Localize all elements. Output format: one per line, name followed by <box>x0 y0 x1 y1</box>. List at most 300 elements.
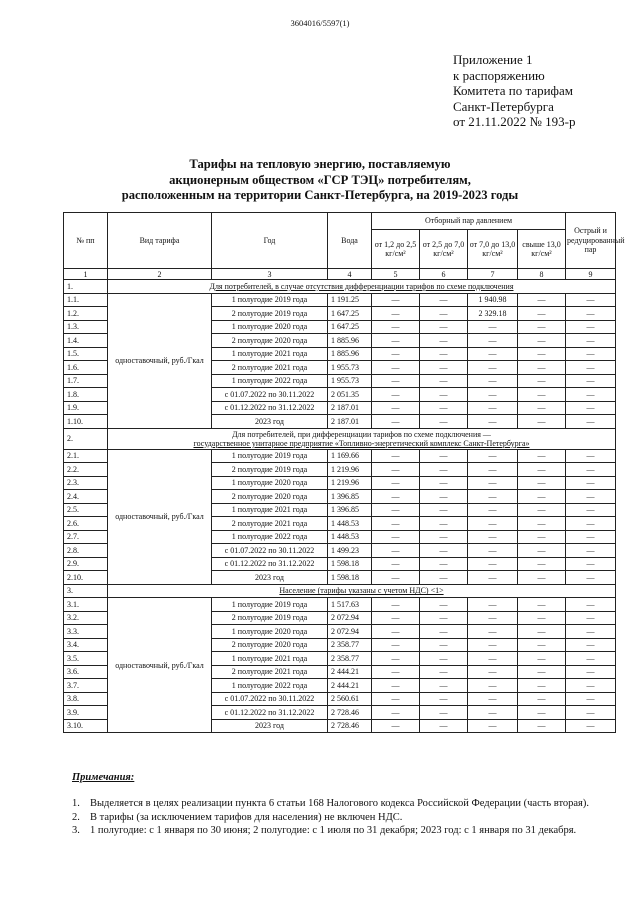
dash-cell: — <box>372 544 420 558</box>
water-value: 1 219.96 <box>328 463 372 477</box>
dash-cell: — <box>420 374 468 388</box>
water-value: 2 444.21 <box>328 665 372 679</box>
period-cell: 1 полугодие 2020 года <box>212 476 328 490</box>
column-number-row <box>64 269 616 280</box>
pressure-3-value: — <box>468 679 518 693</box>
dash-cell: — <box>518 320 566 334</box>
period-cell: 2 полугодие 2021 года <box>212 361 328 375</box>
pressure-3-value: — <box>468 415 518 429</box>
dash-cell: — <box>420 706 468 720</box>
dash-cell: — <box>566 611 616 625</box>
pressure-3-value: — <box>468 719 518 733</box>
pressure-3-value: — <box>468 571 518 585</box>
water-value: 2 560.61 <box>328 692 372 706</box>
dash-cell: — <box>566 463 616 477</box>
row-number: 2.3. <box>64 476 108 490</box>
dash-cell: — <box>518 361 566 375</box>
water-value: 2 444.21 <box>328 679 372 693</box>
pressure-3-value: — <box>468 449 518 463</box>
dash-cell: — <box>566 517 616 531</box>
title-line: Тарифы на тепловую энергию, поставляемую <box>189 157 451 171</box>
dash-cell: — <box>372 415 420 429</box>
period-cell: с 01.12.2022 по 31.12.2022 <box>212 557 328 571</box>
pressure-3-value: — <box>468 517 518 531</box>
dash-cell: — <box>420 679 468 693</box>
dash-cell: — <box>566 665 616 679</box>
row-number: 3.7. <box>64 679 108 693</box>
dash-cell: — <box>566 598 616 612</box>
dash-cell: — <box>566 415 616 429</box>
period-cell: 2 полугодие 2020 года <box>212 334 328 348</box>
dash-cell: — <box>518 401 566 415</box>
dash-cell: — <box>518 307 566 321</box>
water-value: 1 598.18 <box>328 571 372 585</box>
water-value: 1 955.73 <box>328 361 372 375</box>
dash-cell: — <box>372 611 420 625</box>
pressure-3-value: — <box>468 557 518 571</box>
row-number: 2.4. <box>64 490 108 504</box>
title-line: акционерным обществом «ГСР ТЭЦ» потребителям, <box>169 172 471 187</box>
column-number: 8 <box>518 269 566 280</box>
tariff-type-cell: одноставочный, руб./Гкал <box>108 598 212 733</box>
water-value: 1 448.53 <box>328 517 372 531</box>
section-title-line: государственное унитарное предприятие «Топливно-энергетический комплекс Санкт-Петербурга» <box>193 438 530 448</box>
period-cell: с 01.07.2022 по 30.11.2022 <box>212 544 328 558</box>
document-number: 3604016/5597(1) <box>290 18 350 28</box>
period-cell: 2 полугодие 2021 года <box>212 665 328 679</box>
header-pressure-3: от 7,0 до 13,0 кг/см² <box>468 230 518 269</box>
tariff-type-cell: одноставочный, руб./Гкал <box>108 449 212 584</box>
dash-cell: — <box>518 517 566 531</box>
dash-cell: — <box>420 401 468 415</box>
dash-cell: — <box>372 557 420 571</box>
note-text: 1 полугодие: с 1 января по 30 июня; 2 полугодие: с 1 июля по 31 декабря; 2023 год: с 1 января по 31 декабря. <box>90 825 577 836</box>
section-title <box>108 280 616 294</box>
row-number: 3.10. <box>64 719 108 733</box>
water-value: 1 885.96 <box>328 334 372 348</box>
pressure-3-value: — <box>468 706 518 720</box>
dash-cell: — <box>372 706 420 720</box>
dash-cell: — <box>518 638 566 652</box>
section-title <box>108 584 616 598</box>
dash-cell: — <box>518 665 566 679</box>
row-number: 2.8. <box>64 544 108 558</box>
dash-cell: — <box>518 679 566 693</box>
dash-cell: — <box>566 476 616 490</box>
water-value: 1 598.18 <box>328 557 372 571</box>
period-cell: с 01.12.2022 по 31.12.2022 <box>212 706 328 720</box>
tariff-type-cell: одноставочный, руб./Гкал <box>108 293 212 428</box>
notes-block <box>72 772 589 838</box>
note-text: Выделяется в целях реализации пункта 6 статьи 168 Налогового кодекса Российской Федерации (часть вторая). <box>90 798 590 809</box>
dash-cell: — <box>566 652 616 666</box>
dash-cell: — <box>518 449 566 463</box>
row-number: 3.9. <box>64 706 108 720</box>
section-number: 2. <box>64 428 108 449</box>
section-title-line: Для потребителей, при дифференциации тарифов по схеме подключения — <box>232 429 491 439</box>
pressure-3-value: — <box>468 652 518 666</box>
dash-cell: — <box>420 571 468 585</box>
row-number: 1.6. <box>64 361 108 375</box>
column-number: 4 <box>328 269 372 280</box>
section-header-row <box>64 428 616 449</box>
dash-cell: — <box>518 544 566 558</box>
water-value: 2 072.94 <box>328 625 372 639</box>
dash-cell: — <box>372 638 420 652</box>
dash-cell: — <box>566 361 616 375</box>
dash-cell: — <box>566 679 616 693</box>
dash-cell: — <box>518 571 566 585</box>
pressure-3-value: — <box>468 490 518 504</box>
row-number: 2.6. <box>64 517 108 531</box>
period-cell: с 01.07.2022 по 30.11.2022 <box>212 692 328 706</box>
period-cell: 2 полугодие 2020 года <box>212 638 328 652</box>
row-number: 3.2. <box>64 611 108 625</box>
dash-cell: — <box>518 611 566 625</box>
period-cell: 1 полугодие 2019 года <box>212 598 328 612</box>
appendix-line: Санкт-Петербурга <box>453 98 554 114</box>
note-text: В тарифы (за исключением тарифов для населения) не включен НДС. <box>90 811 403 823</box>
section-number: 3. <box>64 584 108 598</box>
dash-cell: — <box>566 320 616 334</box>
dash-cell: — <box>372 293 420 307</box>
water-value: 1 219.96 <box>328 476 372 490</box>
dash-cell: — <box>420 347 468 361</box>
table-row <box>64 598 616 612</box>
column-number: 7 <box>468 269 518 280</box>
dash-cell: — <box>566 388 616 402</box>
water-value: 1 517.63 <box>328 598 372 612</box>
dash-cell: — <box>420 361 468 375</box>
pressure-3-value: — <box>468 401 518 415</box>
dash-cell: — <box>372 530 420 544</box>
water-value: 2 187.01 <box>328 401 372 415</box>
section-title-line: Население (тарифы указаны с учетом НДС) <1> <box>279 586 444 596</box>
dash-cell: — <box>420 625 468 639</box>
column-number: 2 <box>108 269 212 280</box>
row-number: 2.7. <box>64 530 108 544</box>
period-cell: 1 полугодие 2020 года <box>212 625 328 639</box>
note-item <box>72 797 589 811</box>
pressure-3-value: — <box>468 598 518 612</box>
row-number: 2.10. <box>64 571 108 585</box>
dash-cell: — <box>372 361 420 375</box>
dash-cell: — <box>566 401 616 415</box>
period-cell: 1 полугодие 2021 года <box>212 503 328 517</box>
row-number: 1.8. <box>64 388 108 402</box>
dash-cell: — <box>518 652 566 666</box>
dash-cell: — <box>372 571 420 585</box>
water-value: 1 499.23 <box>328 544 372 558</box>
row-number: 2.9. <box>64 557 108 571</box>
row-number: 1.4. <box>64 334 108 348</box>
dash-cell: — <box>566 530 616 544</box>
column-number: 1 <box>64 269 108 280</box>
dash-cell: — <box>518 625 566 639</box>
appendix-block <box>453 52 576 130</box>
dash-cell: — <box>420 517 468 531</box>
period-cell: 2023 год <box>212 415 328 429</box>
header-pressure-4: свыше 13,0 кг/см² <box>518 230 566 269</box>
pressure-3-value: — <box>468 334 518 348</box>
water-value: 1 448.53 <box>328 530 372 544</box>
pressure-3-value: — <box>468 544 518 558</box>
dash-cell: — <box>372 692 420 706</box>
dash-cell: — <box>566 307 616 321</box>
dash-cell: — <box>372 307 420 321</box>
dash-cell: — <box>420 307 468 321</box>
row-number: 3.6. <box>64 665 108 679</box>
dash-cell: — <box>420 463 468 477</box>
dash-cell: — <box>420 476 468 490</box>
pressure-3-value: — <box>468 625 518 639</box>
row-number: 3.3. <box>64 625 108 639</box>
note-number: 2. <box>72 811 80 823</box>
dash-cell: — <box>420 544 468 558</box>
dash-cell: — <box>566 449 616 463</box>
section-title-line: Для потребителей, в случае отсутствия дифференциации тарифов по схеме подключения <box>209 281 514 291</box>
dash-cell: — <box>372 476 420 490</box>
row-number: 1.5. <box>64 347 108 361</box>
pressure-3-value: — <box>468 503 518 517</box>
pressure-3-value: — <box>468 611 518 625</box>
dash-cell: — <box>518 334 566 348</box>
section-title <box>108 428 616 449</box>
dash-cell: — <box>566 571 616 585</box>
water-value: 1 396.85 <box>328 503 372 517</box>
period-cell: с 01.07.2022 по 30.11.2022 <box>212 388 328 402</box>
dash-cell: — <box>420 719 468 733</box>
row-number: 1.9. <box>64 401 108 415</box>
water-value: 2 187.01 <box>328 415 372 429</box>
section-header-row <box>64 584 616 598</box>
dash-cell: — <box>518 347 566 361</box>
pressure-3-value: 2 329.18 <box>468 307 518 321</box>
document-title <box>0 157 640 204</box>
dash-cell: — <box>566 374 616 388</box>
period-cell: 2 полугодие 2021 года <box>212 517 328 531</box>
period-cell: 2023 год <box>212 719 328 733</box>
dash-cell: — <box>566 347 616 361</box>
dash-cell: — <box>372 401 420 415</box>
pressure-3-value: — <box>468 361 518 375</box>
row-number: 3.4. <box>64 638 108 652</box>
row-number: 3.8. <box>64 692 108 706</box>
header-num: № пп <box>64 213 108 269</box>
dash-cell: — <box>518 476 566 490</box>
section-number: 1. <box>64 280 108 294</box>
dash-cell: — <box>420 638 468 652</box>
dash-cell: — <box>420 415 468 429</box>
dash-cell: — <box>518 490 566 504</box>
dash-cell: — <box>566 719 616 733</box>
tariff-table <box>63 212 625 733</box>
water-value: 2 728.46 <box>328 706 372 720</box>
dash-cell: — <box>372 503 420 517</box>
row-number: 1.1. <box>64 293 108 307</box>
pressure-3-value: 1 940.98 <box>468 293 518 307</box>
header-year: Год <box>212 213 328 269</box>
water-value: 1 885.96 <box>328 347 372 361</box>
period-cell: 1 полугодие 2019 года <box>212 293 328 307</box>
water-value: 2 358.77 <box>328 638 372 652</box>
title-line: расположенным на территории Санкт-Петербурга, на 2019-2023 годы <box>121 188 519 202</box>
note-item <box>72 824 589 838</box>
dash-cell: — <box>420 503 468 517</box>
period-cell: 1 полугодие 2021 года <box>212 652 328 666</box>
dash-cell: — <box>420 665 468 679</box>
pressure-3-value: — <box>468 665 518 679</box>
dash-cell: — <box>420 449 468 463</box>
dash-cell: — <box>372 517 420 531</box>
header-tariff-type: Вид тарифа <box>108 213 212 269</box>
header-pressure-2: от 2,5 до 7,0 кг/см² <box>420 230 468 269</box>
row-number: 1.3. <box>64 320 108 334</box>
dash-cell: — <box>566 625 616 639</box>
dash-cell: — <box>566 544 616 558</box>
water-value: 1 647.25 <box>328 307 372 321</box>
dash-cell: — <box>566 638 616 652</box>
dash-cell: — <box>420 293 468 307</box>
water-value: 2 051.35 <box>328 388 372 402</box>
dash-cell: — <box>566 557 616 571</box>
period-cell: 2 полугодие 2019 года <box>212 463 328 477</box>
appendix-line: к распоряжению <box>453 67 545 83</box>
header-sharp-steam: Острый и редуцированный пар <box>566 213 616 269</box>
dash-cell: — <box>372 347 420 361</box>
period-cell: 1 полугодие 2021 года <box>212 347 328 361</box>
dash-cell: — <box>420 652 468 666</box>
row-number: 3.1. <box>64 598 108 612</box>
dash-cell: — <box>372 463 420 477</box>
note-number: 1. <box>72 798 80 809</box>
dash-cell: — <box>518 463 566 477</box>
dash-cell: — <box>518 557 566 571</box>
note-number: 3. <box>72 825 80 836</box>
dash-cell: — <box>372 334 420 348</box>
dash-cell: — <box>372 652 420 666</box>
period-cell: 2023 год <box>212 571 328 585</box>
dash-cell: — <box>518 374 566 388</box>
header-steam: Отборный пар давлением <box>372 213 566 230</box>
dash-cell: — <box>372 449 420 463</box>
dash-cell: — <box>372 490 420 504</box>
period-cell: 2 полугодие 2019 года <box>212 611 328 625</box>
pressure-3-value: — <box>468 347 518 361</box>
pressure-3-value: — <box>468 638 518 652</box>
dash-cell: — <box>420 598 468 612</box>
water-value: 1 169.66 <box>328 449 372 463</box>
dash-cell: — <box>518 530 566 544</box>
header-pressure-1: от 1,2 до 2,5 кг/см² <box>372 230 420 269</box>
dash-cell: — <box>372 320 420 334</box>
period-cell: с 01.12.2022 по 31.12.2022 <box>212 401 328 415</box>
dash-cell: — <box>566 334 616 348</box>
dash-cell: — <box>518 293 566 307</box>
appendix-line: от 21.11.2022 № 193-р <box>453 114 576 129</box>
table-row <box>64 449 616 463</box>
period-cell: 1 полугодие 2022 года <box>212 530 328 544</box>
section-header-row <box>64 280 616 294</box>
dash-cell: — <box>566 706 616 720</box>
water-value: 1 955.73 <box>328 374 372 388</box>
dash-cell: — <box>420 490 468 504</box>
dash-cell: — <box>372 665 420 679</box>
row-number: 3.5. <box>64 652 108 666</box>
period-cell: 1 полугодие 2022 года <box>212 679 328 693</box>
dash-cell: — <box>518 719 566 733</box>
dash-cell: — <box>566 490 616 504</box>
appendix-line: Комитета по тарифам <box>453 83 573 98</box>
dash-cell: — <box>566 293 616 307</box>
period-cell: 1 полугодие 2019 года <box>212 449 328 463</box>
dash-cell: — <box>372 388 420 402</box>
row-number: 2.5. <box>64 503 108 517</box>
dash-cell: — <box>518 706 566 720</box>
dash-cell: — <box>372 598 420 612</box>
table-row <box>64 293 616 307</box>
notes-heading: Примечания: <box>72 772 135 783</box>
dash-cell: — <box>420 320 468 334</box>
dash-cell: — <box>420 388 468 402</box>
period-cell: 2 полугодие 2020 года <box>212 490 328 504</box>
dash-cell: — <box>420 530 468 544</box>
period-cell: 2 полугодие 2019 года <box>212 307 328 321</box>
dash-cell: — <box>372 374 420 388</box>
row-number: 1.2. <box>64 307 108 321</box>
period-cell: 1 полугодие 2022 года <box>212 374 328 388</box>
row-number: 1.7. <box>64 374 108 388</box>
water-value: 2 358.77 <box>328 652 372 666</box>
column-number: 5 <box>372 269 420 280</box>
dash-cell: — <box>372 625 420 639</box>
water-value: 1 647.25 <box>328 320 372 334</box>
dash-cell: — <box>420 334 468 348</box>
pressure-3-value: — <box>468 530 518 544</box>
water-value: 1 396.85 <box>328 490 372 504</box>
dash-cell: — <box>518 415 566 429</box>
dash-cell: — <box>420 557 468 571</box>
dash-cell: — <box>518 503 566 517</box>
note-item <box>72 811 589 825</box>
dash-cell: — <box>518 388 566 402</box>
dash-cell: — <box>566 503 616 517</box>
pressure-3-value: — <box>468 374 518 388</box>
column-number: 3 <box>212 269 328 280</box>
dash-cell: — <box>420 692 468 706</box>
dash-cell: — <box>566 692 616 706</box>
dash-cell: — <box>518 692 566 706</box>
pressure-3-value: — <box>468 476 518 490</box>
period-cell: 1 полугодие 2020 года <box>212 320 328 334</box>
column-number: 9 <box>566 269 616 280</box>
pressure-3-value: — <box>468 320 518 334</box>
row-number: 2.2. <box>64 463 108 477</box>
water-value: 2 072.94 <box>328 611 372 625</box>
dash-cell: — <box>372 719 420 733</box>
row-number: 1.10. <box>64 415 108 429</box>
pressure-3-value: — <box>468 388 518 402</box>
column-number: 6 <box>420 269 468 280</box>
dash-cell: — <box>518 598 566 612</box>
dash-cell: — <box>372 679 420 693</box>
water-value: 1 191.25 <box>328 293 372 307</box>
header-water: Вода <box>328 213 372 269</box>
appendix-line: Приложение 1 <box>453 52 533 67</box>
dash-cell: — <box>420 611 468 625</box>
water-value: 2 728.46 <box>328 719 372 733</box>
pressure-3-value: — <box>468 692 518 706</box>
